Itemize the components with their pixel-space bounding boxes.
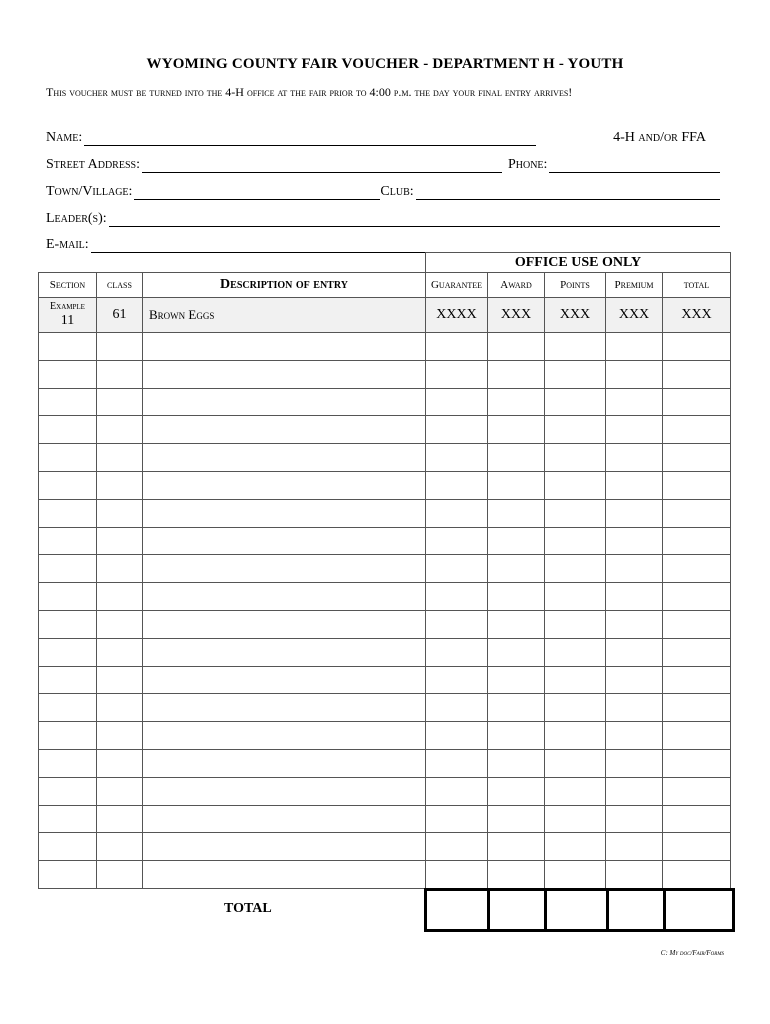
table-row — [39, 333, 731, 361]
table-row — [39, 805, 731, 833]
points-cell[interactable] — [545, 666, 606, 694]
total-cell[interactable] — [663, 444, 731, 472]
example-points-cell: XXX — [545, 298, 606, 333]
total-label: TOTAL — [224, 901, 272, 916]
points-cell[interactable] — [545, 777, 606, 805]
description-cell[interactable] — [143, 805, 426, 833]
table-row — [39, 833, 731, 861]
premium-cell[interactable] — [606, 666, 663, 694]
class-cell[interactable] — [97, 861, 143, 889]
premium-cell[interactable] — [606, 833, 663, 861]
total-cell[interactable] — [663, 749, 731, 777]
example-description-cell: Brown Eggs — [143, 298, 426, 333]
guarantee-cell[interactable] — [426, 583, 488, 611]
entry-rows — [39, 333, 731, 889]
section-cell[interactable] — [39, 471, 97, 499]
section-cell[interactable] — [39, 722, 97, 750]
table-row — [39, 416, 731, 444]
table-row — [39, 555, 731, 583]
table-row — [39, 527, 731, 555]
office-use-only-header: OFFICE USE ONLY — [426, 253, 731, 273]
award-cell[interactable] — [488, 333, 545, 361]
town-village-label: Town/Village: — [46, 184, 133, 199]
points-cell[interactable] — [545, 694, 606, 722]
table-row — [39, 666, 731, 694]
guarantee-cell[interactable] — [426, 694, 488, 722]
total-cell[interactable] — [663, 805, 731, 833]
total-cell[interactable] — [663, 555, 731, 583]
total-cell[interactable] — [663, 416, 731, 444]
award-cell[interactable] — [488, 444, 545, 472]
description-cell[interactable] — [143, 416, 426, 444]
table-row — [39, 444, 731, 472]
section-cell[interactable] — [39, 777, 97, 805]
class-cell[interactable] — [97, 499, 143, 527]
total-column-header: total — [663, 273, 731, 298]
points-cell[interactable] — [545, 444, 606, 472]
email-field[interactable] — [91, 237, 720, 253]
premium-cell[interactable] — [606, 333, 663, 361]
description-cell[interactable] — [143, 388, 426, 416]
class-cell[interactable] — [97, 638, 143, 666]
class-cell[interactable] — [97, 583, 143, 611]
table-row — [39, 360, 731, 388]
award-cell[interactable] — [488, 416, 545, 444]
premium-cell[interactable] — [606, 638, 663, 666]
table-row — [39, 777, 731, 805]
street-address-label: Street Address: — [46, 157, 140, 172]
points-cell[interactable] — [545, 499, 606, 527]
total-cell[interactable] — [663, 722, 731, 750]
description-cell[interactable] — [143, 527, 426, 555]
premium-cell[interactable] — [606, 583, 663, 611]
premium-cell[interactable] — [606, 777, 663, 805]
section-cell[interactable] — [39, 416, 97, 444]
description-cell[interactable] — [143, 444, 426, 472]
class-cell[interactable] — [97, 722, 143, 750]
total-award-cell[interactable] — [490, 891, 547, 929]
premium-cell[interactable] — [606, 722, 663, 750]
points-cell[interactable] — [545, 805, 606, 833]
guarantee-cell[interactable] — [426, 388, 488, 416]
guarantee-cell[interactable] — [426, 444, 488, 472]
points-cell[interactable] — [545, 833, 606, 861]
club-label: Club: — [380, 184, 414, 199]
description-column-header: Description of entry — [143, 273, 426, 298]
table-row — [39, 388, 731, 416]
points-cell[interactable] — [545, 638, 606, 666]
name-row — [46, 126, 720, 146]
award-cell[interactable] — [488, 610, 545, 638]
award-cell[interactable] — [488, 555, 545, 583]
entry-table — [38, 252, 731, 889]
points-cell[interactable] — [545, 527, 606, 555]
class-cell[interactable] — [97, 527, 143, 555]
class-cell[interactable] — [97, 555, 143, 583]
premium-cell[interactable] — [606, 527, 663, 555]
description-cell[interactable] — [143, 666, 426, 694]
premium-cell[interactable] — [606, 416, 663, 444]
table-row — [39, 694, 731, 722]
guarantee-cell[interactable] — [426, 416, 488, 444]
guarantee-cell[interactable] — [426, 610, 488, 638]
award-cell[interactable] — [488, 833, 545, 861]
town-row — [46, 180, 720, 200]
table-row — [39, 722, 731, 750]
class-cell[interactable] — [97, 749, 143, 777]
total-cell[interactable] — [663, 583, 731, 611]
guarantee-cell[interactable] — [426, 805, 488, 833]
description-cell[interactable] — [143, 471, 426, 499]
class-cell[interactable] — [97, 388, 143, 416]
description-cell[interactable] — [143, 861, 426, 889]
section-cell[interactable] — [39, 555, 97, 583]
class-cell[interactable] — [97, 471, 143, 499]
total-cell[interactable] — [663, 388, 731, 416]
section-cell[interactable] — [39, 333, 97, 361]
guarantee-cell[interactable] — [426, 499, 488, 527]
award-cell[interactable] — [488, 360, 545, 388]
section-cell[interactable] — [39, 610, 97, 638]
points-cell[interactable] — [545, 555, 606, 583]
premium-cell[interactable] — [606, 360, 663, 388]
award-cell[interactable] — [488, 861, 545, 889]
points-cell[interactable] — [545, 583, 606, 611]
points-cell[interactable] — [545, 861, 606, 889]
premium-cell[interactable] — [606, 694, 663, 722]
example-award-cell: XXX — [488, 298, 545, 333]
points-cell[interactable] — [545, 333, 606, 361]
guarantee-column-header: Guarantee — [426, 273, 488, 298]
totals-box — [424, 888, 735, 932]
section-cell[interactable] — [39, 694, 97, 722]
award-cell[interactable] — [488, 583, 545, 611]
description-cell[interactable] — [143, 360, 426, 388]
section-cell[interactable] — [39, 861, 97, 889]
total-cell[interactable] — [663, 666, 731, 694]
table-row — [39, 610, 731, 638]
premium-cell[interactable] — [606, 861, 663, 889]
example-section-cell — [39, 298, 97, 333]
class-column-header: class — [97, 273, 143, 298]
points-cell[interactable] — [545, 610, 606, 638]
table-row — [39, 583, 731, 611]
section-cell[interactable] — [39, 583, 97, 611]
section-cell[interactable] — [39, 666, 97, 694]
class-cell[interactable] — [97, 333, 143, 361]
award-cell[interactable] — [488, 749, 545, 777]
example-class-cell: 61 — [97, 298, 143, 333]
class-cell[interactable] — [97, 444, 143, 472]
guarantee-cell[interactable] — [426, 666, 488, 694]
example-label: Example — [50, 300, 85, 312]
leader-row — [46, 207, 720, 227]
table-row — [39, 471, 731, 499]
class-cell[interactable] — [97, 777, 143, 805]
example-guarantee-cell: XXXX — [426, 298, 488, 333]
file-path-footer: C: My doc/Fair/Forms — [660, 949, 724, 957]
example-premium-cell: XXX — [606, 298, 663, 333]
total-cell[interactable] — [663, 638, 731, 666]
guarantee-cell[interactable] — [426, 471, 488, 499]
section-cell[interactable] — [39, 833, 97, 861]
total-premium-cell[interactable] — [609, 891, 666, 929]
guarantee-cell[interactable] — [426, 861, 488, 889]
leaders-label: Leader(s): — [46, 211, 107, 226]
leaders-field[interactable] — [109, 211, 720, 227]
class-cell[interactable] — [97, 666, 143, 694]
phone-label: Phone: — [507, 157, 548, 172]
premium-cell[interactable] — [606, 749, 663, 777]
name-field[interactable] — [84, 130, 536, 146]
class-cell[interactable] — [97, 694, 143, 722]
town-village-field[interactable] — [134, 184, 380, 200]
award-cell[interactable] — [488, 499, 545, 527]
total-cell[interactable] — [663, 694, 731, 722]
class-cell[interactable] — [97, 360, 143, 388]
points-cell[interactable] — [545, 388, 606, 416]
table-row — [39, 499, 731, 527]
points-cell[interactable] — [545, 471, 606, 499]
total-cell[interactable] — [663, 471, 731, 499]
street-row — [46, 153, 720, 173]
submission-notice: This voucher must be turned into the 4-H office at the fair prior to 4:00 p.m. the day your final entry arrives! — [46, 85, 573, 99]
description-cell[interactable] — [143, 583, 426, 611]
table-header-row — [39, 273, 731, 298]
total-cell[interactable] — [663, 499, 731, 527]
section-cell[interactable] — [39, 638, 97, 666]
premium-cell[interactable] — [606, 555, 663, 583]
description-cell[interactable] — [143, 777, 426, 805]
guarantee-cell[interactable] — [426, 333, 488, 361]
description-cell[interactable] — [143, 833, 426, 861]
total-cell[interactable] — [663, 861, 731, 889]
award-column-header: Award — [488, 273, 545, 298]
description-cell[interactable] — [143, 555, 426, 583]
guarantee-cell[interactable] — [426, 749, 488, 777]
description-cell[interactable] — [143, 610, 426, 638]
award-cell[interactable] — [488, 777, 545, 805]
class-cell[interactable] — [97, 833, 143, 861]
affiliation-label: 4-H and/or FFA — [613, 130, 706, 145]
example-section-value: 11 — [60, 312, 75, 328]
class-cell[interactable] — [97, 610, 143, 638]
description-cell[interactable] — [143, 638, 426, 666]
points-cell[interactable] — [545, 416, 606, 444]
description-cell[interactable] — [143, 722, 426, 750]
name-label: Name: — [46, 130, 83, 145]
total-cell[interactable] — [663, 833, 731, 861]
description-cell[interactable] — [143, 749, 426, 777]
table-row — [39, 749, 731, 777]
total-cell[interactable] — [663, 527, 731, 555]
total-guarantee-cell[interactable] — [427, 891, 490, 929]
email-label: E-mail: — [46, 237, 89, 252]
award-cell[interactable] — [488, 388, 545, 416]
total-total-cell[interactable] — [666, 891, 732, 929]
class-cell[interactable] — [97, 805, 143, 833]
award-cell[interactable] — [488, 666, 545, 694]
email-row — [46, 233, 720, 253]
description-cell[interactable] — [143, 499, 426, 527]
class-cell[interactable] — [97, 416, 143, 444]
description-cell[interactable] — [143, 333, 426, 361]
premium-cell[interactable] — [606, 805, 663, 833]
total-cell[interactable] — [663, 360, 731, 388]
section-cell[interactable] — [39, 499, 97, 527]
total-cell[interactable] — [663, 610, 731, 638]
phone-field[interactable] — [549, 157, 720, 173]
section-cell[interactable] — [39, 805, 97, 833]
guarantee-cell[interactable] — [426, 360, 488, 388]
example-row — [39, 298, 731, 333]
award-cell[interactable] — [488, 805, 545, 833]
section-column-header: Section — [39, 273, 97, 298]
description-cell[interactable] — [143, 694, 426, 722]
section-cell[interactable] — [39, 749, 97, 777]
points-cell[interactable] — [545, 360, 606, 388]
points-cell[interactable] — [545, 722, 606, 750]
total-points-cell[interactable] — [547, 891, 609, 929]
points-cell[interactable] — [545, 749, 606, 777]
table-row — [39, 638, 731, 666]
premium-cell[interactable] — [606, 499, 663, 527]
form-title: WYOMING COUNTY FAIR VOUCHER - DEPARTMENT H - YOUTH — [146, 56, 624, 72]
points-column-header: Points — [545, 273, 606, 298]
total-cell[interactable] — [663, 333, 731, 361]
award-cell[interactable] — [488, 527, 545, 555]
street-address-field[interactable] — [142, 157, 502, 173]
award-cell[interactable] — [488, 722, 545, 750]
guarantee-cell[interactable] — [426, 722, 488, 750]
guarantee-cell[interactable] — [426, 833, 488, 861]
example-total-cell: XXX — [663, 298, 731, 333]
guarantee-cell[interactable] — [426, 638, 488, 666]
premium-cell[interactable] — [606, 444, 663, 472]
premium-cell[interactable] — [606, 610, 663, 638]
premium-cell[interactable] — [606, 471, 663, 499]
award-cell[interactable] — [488, 471, 545, 499]
section-cell[interactable] — [39, 360, 97, 388]
total-cell[interactable] — [663, 777, 731, 805]
premium-cell[interactable] — [606, 388, 663, 416]
guarantee-cell[interactable] — [426, 555, 488, 583]
section-cell[interactable] — [39, 388, 97, 416]
award-cell[interactable] — [488, 638, 545, 666]
guarantee-cell[interactable] — [426, 777, 488, 805]
section-cell[interactable] — [39, 527, 97, 555]
section-cell[interactable] — [39, 444, 97, 472]
premium-column-header: Premium — [606, 273, 663, 298]
table-row — [39, 861, 731, 889]
award-cell[interactable] — [488, 694, 545, 722]
club-field[interactable] — [416, 184, 720, 200]
guarantee-cell[interactable] — [426, 527, 488, 555]
